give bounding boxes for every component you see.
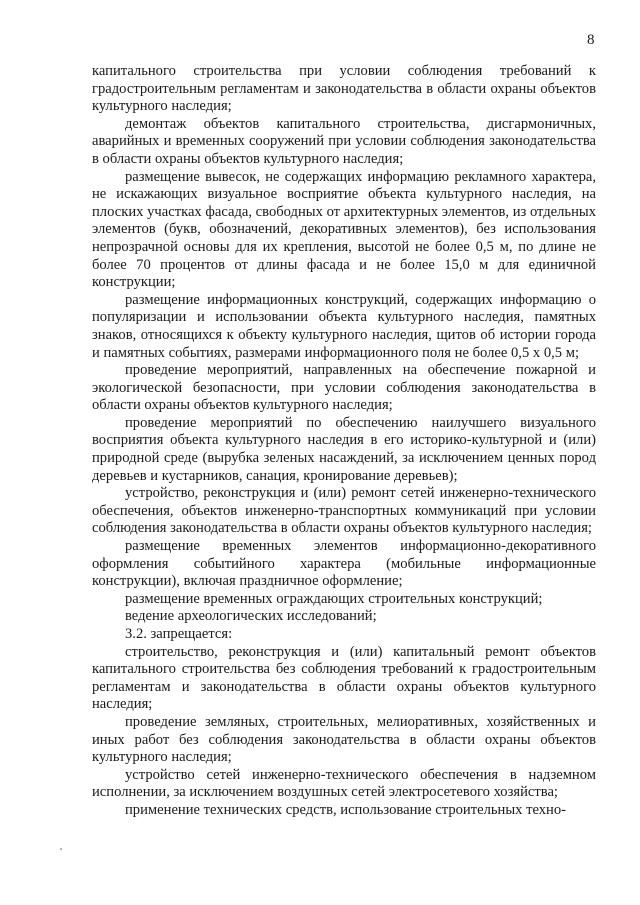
document-body	[92, 63, 596, 820]
paragraph: устройство сетей инженерно-технического обеспечения в надземном исполнении, за исключением воздушных сетей электросетевого хозяйства;	[92, 766, 596, 801]
paragraph: строительство, реконструкция и (или) капитальный ремонт объектов капитального строительства без соблюдения требований к градостроительным регламентам и законодательства в области охраны объектов культурного наследия;	[92, 643, 596, 713]
paragraph: проведение мероприятий, направленных на обеспечение пожарной и экологической безопасности, при условии соблюдения законодательства в области охраны объектов культурного наследия;	[92, 362, 596, 414]
paragraph: размещение временных ограждающих строительных конструкций;	[125, 590, 543, 607]
paragraph: размещение временных элементов информационно-декоративного оформления событийного характера (мобильные информационные конструкции), включая праздничное оформление;	[92, 538, 596, 590]
paragraph-continuation: капитального строительства при условии соблюдения требований к градостроительным регламентам и законодательства в области охраны объектов культурного наследия;	[92, 63, 596, 115]
paragraph: размещение вывесок, не содержащих информацию рекламного характера, не искажающих визуальное восприятие объекта культурного наследия, на плоских участках фасада, свободных от архитектурных элементов, из отдельных элементов (букв, обозначений, декоративных элементов), без использования непрозрачной основы для их крепления, высотой не более 0,5 м, по длине не более 70 процентов от длины фасада и не более 15,0 м для единичной конструкции;	[92, 168, 596, 291]
section-heading: 3.2. запрещается:	[125, 626, 233, 642]
paragraph: проведение земляных, строительных, мелиоративных, хозяйственных и иных работ без соблюдения законодательства в области охраны объектов культурного наследия;	[92, 713, 596, 766]
paragraph: демонтаж объектов капитального строительства, дисгармоничных, аварийных и временных сооружений при условии соблюдения законодательства в области охраны объектов культурного наследия;	[92, 115, 596, 167]
paragraph: применение технических средств, использование строительных техно-	[125, 801, 567, 818]
paragraph: устройство, реконструкция и (или) ремонт сетей инженерно-технического обеспечения, объектов инженерно-транспортных коммуникаций при условии соблюдения законодательства в области охраны объектов культурного наследия;	[92, 485, 596, 537]
page-number: 8	[587, 32, 595, 48]
paragraph: проведение мероприятий по обеспечению наилучшего визуального восприятия объекта культурного наследия в его историко-культурной и (или) природной среде (вырубка зеленых насаждений, за исключением ценных пород деревьев и кустарников, санация, кронирование деревьев);	[92, 414, 596, 484]
paragraph: размещение информационных конструкций, содержащих информацию о популяризации и использовании объекта культурного наследия, памятных знаков, относящихся к объекту культурного наследия, щитов об истории города и памятных событиях, размерами информационного поля не более 0,5 х 0,5 м;	[92, 291, 596, 361]
paragraph: ведение археологических исследований;	[125, 608, 377, 625]
scan-speck	[60, 848, 62, 850]
